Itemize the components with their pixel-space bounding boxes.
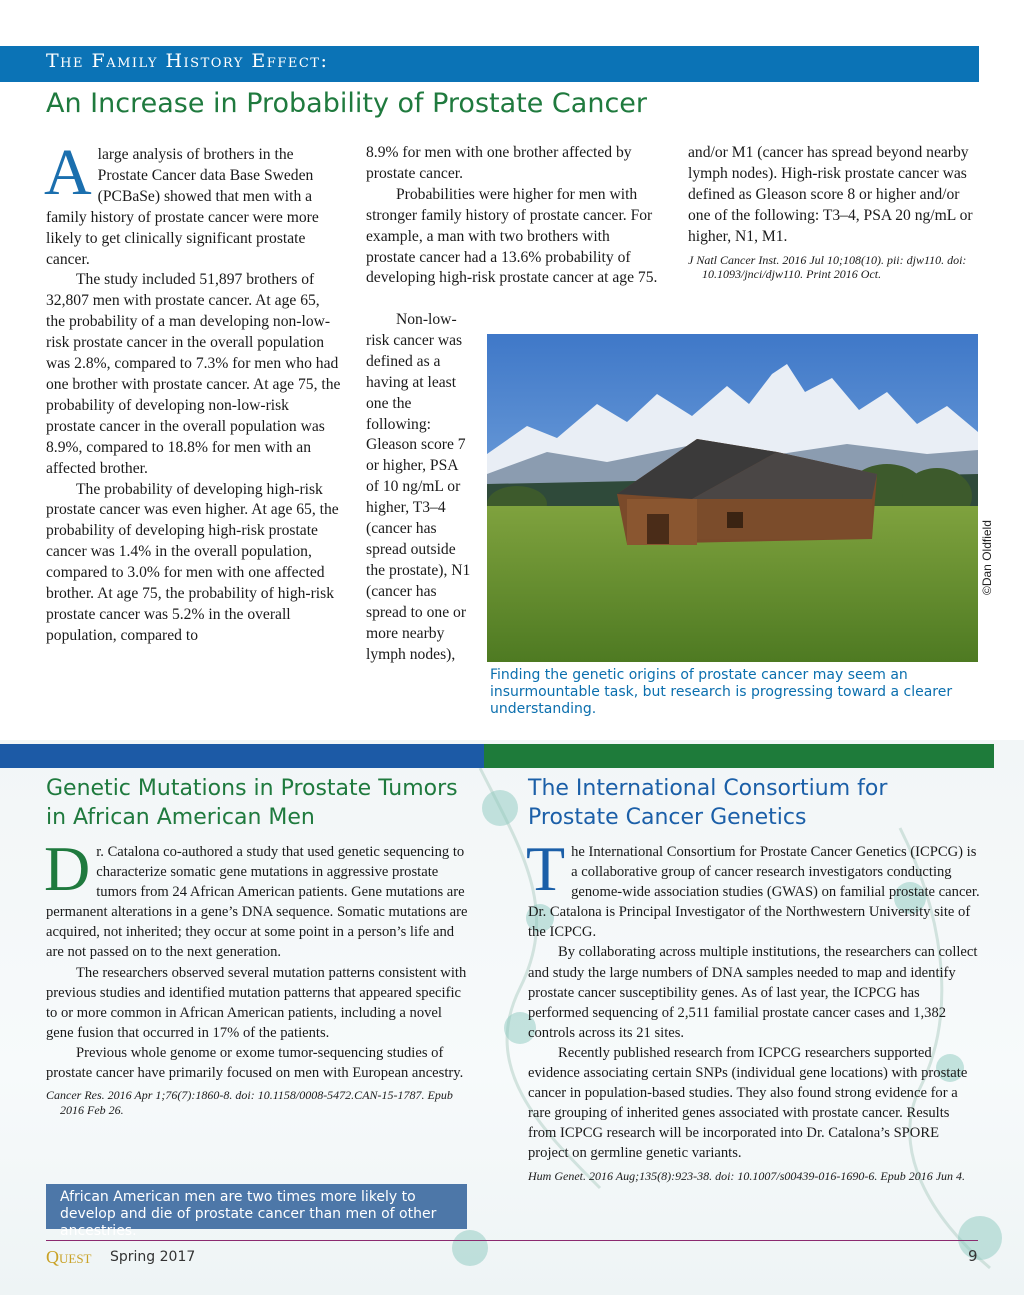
issue-date: Spring 2017	[110, 1249, 196, 1265]
article-headline: An Increase in Probability of Prostate Cancer	[46, 88, 648, 119]
section-bar-green	[484, 744, 994, 768]
paragraph: Recently published research from ICPCG researchers supported evidence associating certain SNPs (individual gene locations) with prostate cancer in population-based studies. They also found strong evidence for a rare grouping of inherited genes associated with prostate cancer. Results from ICPCG research will be incorporated into Dr. Catalona’s SPORE project on germline genetic variants.	[528, 1044, 968, 1162]
paragraph: and/or M1 (cancer has spread beyond nearby lymph nodes). High-risk prostate cancer was defined as Gleason score 8 or higher and/or one of the following: T3–4, PSA 20 ng/mL or higher, N1, M1.	[688, 144, 973, 245]
magazine-name: Quest	[46, 1247, 92, 1267]
paragraph: The International Consortium for Prostate Cancer Genetics (ICPCG) is a collaborative group of cancer research investigators conducting genome-wide association studies (GWAS) on familial prostate cancer. Dr. Catalona is Principal Investigator of the Northwestern University site of the ICPCG.	[526, 833, 980, 941]
article-column-2	[366, 143, 662, 289]
drop-cap: D	[44, 833, 91, 904]
photo-caption: Finding the genetic origins of prostate cancer may seem an insurmountable task, but research is progressing toward a clearer understanding.	[490, 667, 953, 717]
paragraph: Non-low-risk cancer was defined as a having at least one the following: Gleason score 7 or higher, PSA of 10 ng/mL or higher, T3–4 (cancer has spread outside the prostate), N1 (cancer has spread to one or more nearby lymph nodes),	[366, 311, 471, 663]
article-column-1	[44, 136, 342, 647]
section-banner	[0, 46, 979, 82]
citation: Hum Genet. 2016 Aug;135(8):923-38. doi: 10.1007/s00439-016-1690-6. Epub 2016 Jun 4.	[528, 1168, 966, 1183]
banner-title: The Family History Effect:	[46, 50, 329, 72]
paragraph: Probabilities were higher for men with stronger family history of prostate cancer. For example, a man with two brothers with prostate cancer had a 13.6% probability of developing high-risk prostate cancer at age 75.	[366, 185, 658, 287]
paragraph: The probability of developing high-risk prostate cancer was even higher. At age 65, the probability of developing high-risk prostate cancer was 1.4% in the overall population, compared to 3.0% for men with one affected brother. At age 75, the probability of high-risk prostate cancer was 5.2% in the overall population, compared to	[46, 480, 339, 644]
barn-landscape-image	[487, 334, 978, 662]
paragraph: Dr. Catalona co-authored a study that used genetic sequencing to characterize somatic gene mutations in aggressive prostate tumors from 24 African American patients. Gene mutations are permanent alterations in a gene’s DNA sequence. Somatic mutations are acquired, not inherited; they occur at some point in a person’s life and are not passed on to the next generation.	[44, 833, 468, 961]
section-bar-blue	[0, 744, 484, 768]
paragraph: The study included 51,897 brothers of 32,807 men with prostate cancer. At age 65, the probability of a man developing non-low-risk prostate cancer in the overall population was 2.8%, compared to 7.3% for men who had one brother with prostate cancer. At age 75, the probability of developing non-low-risk prostate cancer in the overall population was 8.9%, compared to 18.8% for men with an affected brother.	[46, 271, 341, 477]
callout-box: African American men are two times more likely to develop and die of prostate cancer than men of other ancestries.	[46, 1184, 467, 1229]
citation: Cancer Res. 2016 Apr 1;76(7):1860-8. doi: 10.1158/0008-5472.CAN-15-1787. Epub 2016 Feb 26.	[46, 1088, 453, 1117]
paragraph: Alarge analysis of brothers in the Prostate Cancer data Base Sweden (PCBaSe) showed that men with a family history of prostate cancer were more likely to get clinically significant prostate cancer.	[44, 136, 319, 268]
section1-body	[44, 833, 469, 1117]
paragraph: Previous whole genome or exome tumor-sequencing studies of prostate cancer have primarily focused on men with European ancestry.	[46, 1044, 464, 1082]
footer-rule	[46, 1240, 978, 1241]
article-column-3	[688, 143, 980, 282]
section2-body	[526, 833, 980, 1183]
citation: J Natl Cancer Inst. 2016 Jul 10;108(10). pii: djw110. doi: 10.1093/jnci/djw110. Print 2016 Oct.	[688, 252, 967, 282]
paragraph: 8.9% for men with one brother affected by prostate cancer.	[366, 144, 632, 182]
page-number: 9	[968, 1247, 978, 1265]
section1-title: Genetic Mutations in Prostate Tumors in African American Men	[46, 776, 458, 830]
drop-cap: A	[44, 136, 92, 209]
section2-title: The International Consortium for Prostate Cancer Genetics	[528, 776, 888, 830]
paragraph: The researchers observed several mutation patterns consistent with previous studies and identified mutation patterns that appeared specific to or more common in African American patients, including a novel gene fusion that occurred in 17% of the patients.	[46, 964, 467, 1041]
photo-credit: ©Dan Oldfield	[980, 520, 994, 595]
paragraph: By collaborating across multiple institutions, the researchers can collect and study the large numbers of DNA samples needed to map and identify prostate cancer susceptibility genes. As of last year, the ICPCG has performed sequencing of 2,511 familial prostate cancer cases and 1,382 controls across its 21 sites.	[528, 944, 978, 1041]
drop-cap: T	[526, 833, 566, 904]
article-column-2-narrow	[366, 310, 472, 665]
barn-mountain-photo	[487, 334, 978, 662]
